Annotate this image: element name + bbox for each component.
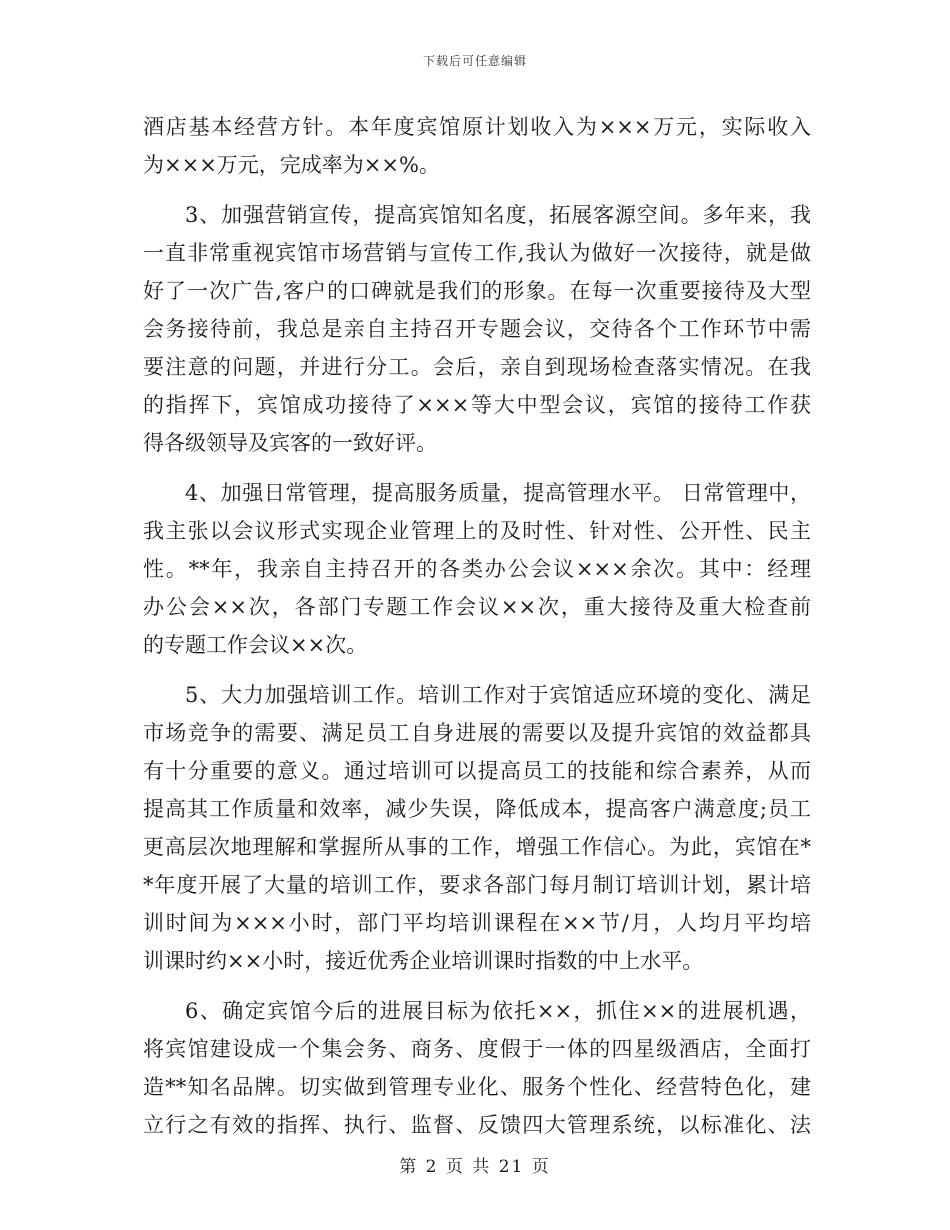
paragraph-development-goals — [143, 992, 811, 1144]
text-line: 会务接待前，我总是亲自主持召开专题会议，交待各个工作环节中需 — [143, 317, 811, 341]
text-line: 3、加强营销宣传，提高宾馆知名度，拓展客源空间。多年来，我 — [185, 203, 811, 227]
text-line: 性。**年，我亲自主持召开的各类办公会议×××余次。其中：经理 — [143, 557, 811, 581]
page-number-footer: 第 2 页 共 21 页 — [399, 1157, 551, 1177]
document-body — [143, 108, 811, 1144]
text-line: 的专题工作会议××次。 — [143, 633, 368, 657]
text-line: 为×××万元，完成率为××%。 — [143, 153, 440, 177]
text-line: 办公会××次，各部门专题工作会议××次，重大接待及重大检查前 — [143, 595, 811, 619]
text-line: 我主张以会议形式实现企业管理上的及时性、针对性、公开性、民主 — [143, 519, 811, 543]
paragraph-daily-management — [143, 474, 811, 664]
text-line: 造**知名品牌。切实做到管理专业化、服务个性化、经营特色化，建 — [143, 1075, 811, 1099]
text-line: 更高层次地理解和掌握所从事的工作，增强工作信心。为此，宾馆在* — [143, 835, 811, 859]
text-line: 4、加强日常管理，提高服务质量，提高管理水平。 日常管理中， — [185, 481, 811, 505]
page-header-note: 下载后可任意编辑 — [422, 54, 527, 68]
text-line: 有十分重要的意义。通过培训可以提高员工的技能和综合素养，从而 — [143, 759, 811, 783]
text-line: 市场竞争的需要、满足员工自身进展的需要以及提升宾馆的效益都具 — [143, 721, 811, 745]
text-line: 将宾馆建设成一个集会务、商务、度假于一体的四星级酒店，全面打 — [143, 1037, 811, 1061]
text-line: 酒店基本经营方针。本年度宾馆原计划收入为×××万元，实际收入 — [143, 115, 811, 139]
text-line: 训课时约××小时，接近优秀企业培训课时指数的中上水平。 — [143, 949, 704, 973]
text-line: 得各级领导及宾客的一致好评。 — [143, 431, 437, 455]
text-line: 的指挥下，宾馆成功接待了×××等大中型会议，宾馆的接待工作获 — [143, 393, 811, 417]
text-line: 好了一次广告,客户的口碑就是我们的形象。在每一次重要接待及大型 — [143, 279, 811, 303]
paragraph-marketing — [143, 196, 811, 462]
text-line: *年度开展了大量的培训工作，要求各部门每月制订培训计划，累计培 — [143, 873, 811, 897]
text-line: 提高其工作质量和效率，减少失误，降低成本，提高客户满意度;员工 — [143, 797, 811, 821]
text-line: 5、大力加强培训工作。培训工作对于宾馆适应环境的变化、满足 — [185, 683, 811, 707]
paragraph-continuation — [143, 108, 811, 184]
paragraph-training — [143, 676, 811, 980]
text-line: 训时间为×××小时，部门平均培训课程在××节/月，人均月平均培 — [143, 911, 811, 935]
text-line: 6、确定宾馆今后的进展目标为依托××，抓住××的进展机遇， — [185, 999, 811, 1023]
text-line: 要注意的问题，并进行分工。会后，亲自到现场检查落实情况。在我 — [143, 355, 811, 379]
text-line: 立行之有效的指挥、执行、监督、反馈四大管理系统，以标准化、法 — [143, 1113, 811, 1137]
text-line: 一直非常重视宾馆市场营销与宣传工作,我认为做好一次接待，就是做 — [143, 241, 811, 265]
